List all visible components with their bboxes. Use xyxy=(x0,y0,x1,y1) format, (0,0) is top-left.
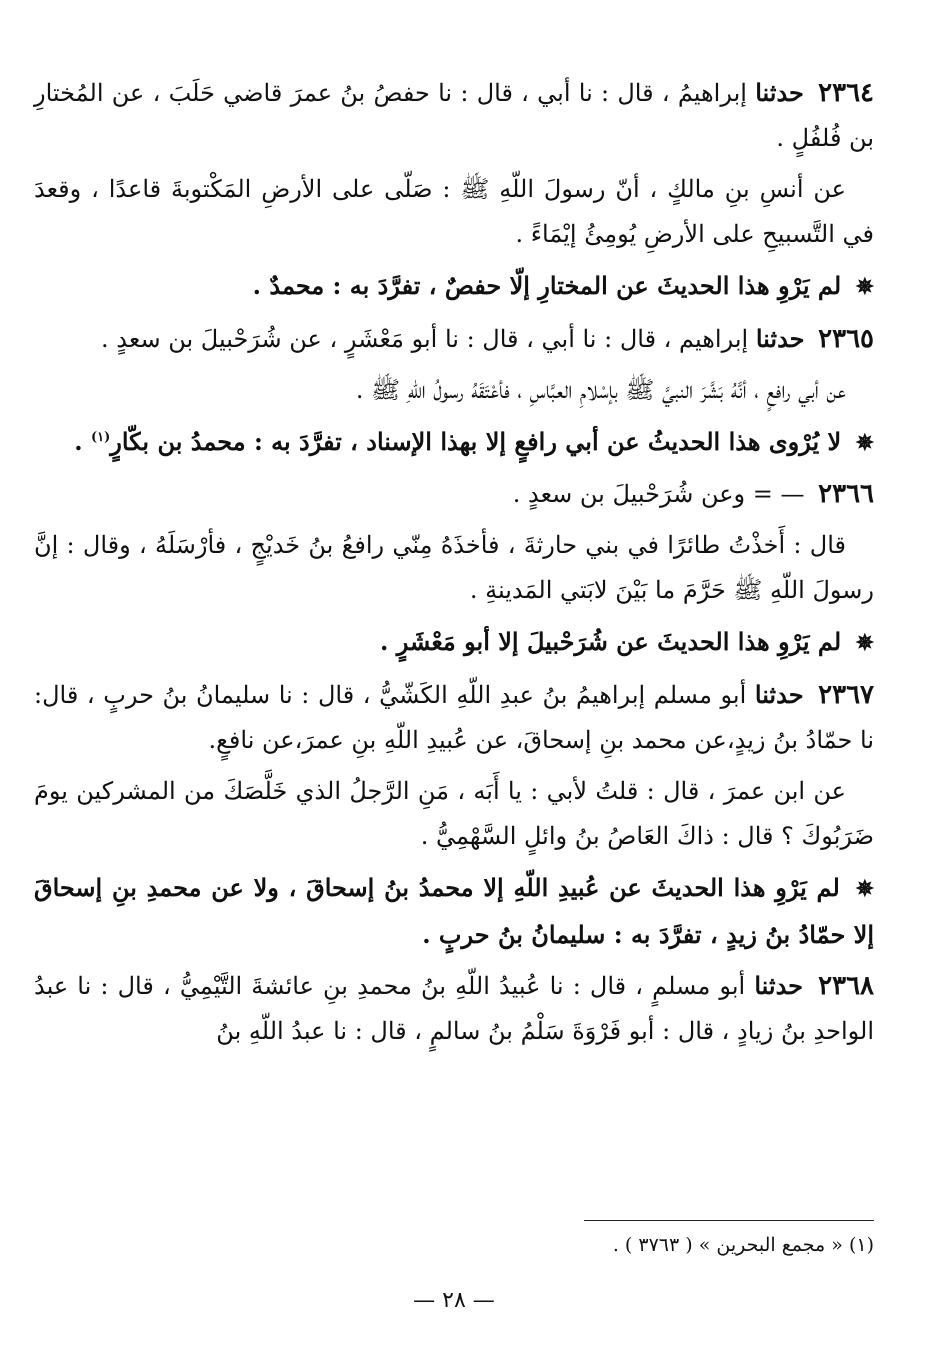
hadith-heading: حدثنا xyxy=(754,971,803,1000)
page-number: — ٢٨ — xyxy=(413,1288,495,1313)
isnad-text: أبو مسلم إبراهيمُ بنُ عبدِ اللّهِ الكَشّيُّ ، قال : نا سليمانُ بنُ حربٍ ، قال: نا حمّادُ بنُ زيدٍ،عن محمد بنِ إسحاقَ، عن عُبيدِ اللّهِ بنِ عمرَ،عن نافعٍ. xyxy=(34,681,874,754)
hadith-number: ٢٣٦٨ xyxy=(818,971,874,1001)
hadith-isnad xyxy=(34,70,874,161)
hadith-note xyxy=(34,263,874,310)
note-text: لم يَرْوِ هذا الحديثَ عن شُرَحْبيلَ إلا أبو مَعْشَرٍ . xyxy=(379,627,842,656)
star-icon: ✵ xyxy=(855,274,874,300)
hadith-isnad xyxy=(34,316,874,362)
star-icon: ✵ xyxy=(855,630,874,656)
hadith-note xyxy=(34,619,874,666)
isnad-text: إبراهيمُ ، قال : نا أبي ، قال : نا حفصُ بنُ عمرَ قاضي حَلَبَ ، عن المُختارِ بن فُلفُلٍ . xyxy=(34,79,874,152)
note-text: لم يَرْوِ هذا الحديثَ عن عُبيدِ اللّهِ إلا محمدُ بنُ إسحاقَ ، ولا عن محمدِ بنِ إسحاقَ إلا حمّادُ بنُ زيدٍ ، تفرَّدَ به : سليمانُ بنُ حربٍ . xyxy=(34,873,874,949)
hadith-matn: عن أبي رافعٍ ، أنَّهُ بَشَّرَ النبيَّ ﷺ بإسْلامِ العبَّاسِ ، فأعْتَقَهُ رسولُ اللهِ ﷺ . xyxy=(355,376,846,404)
hadith-number: ٢٣٦٥ xyxy=(818,324,874,354)
hadith-number: ٢٣٦٤ xyxy=(818,78,875,108)
footnote-ref: (١) xyxy=(90,430,111,445)
star-icon: ✵ xyxy=(855,876,875,902)
footnote-divider xyxy=(584,1220,874,1221)
hadith-matn: عن ابن عمرَ ، قال : قلتُ لأبي : يا أَبَه ، مَنِ الرَّجلُ الذي خَلَّصَكَ من المشركين يومَ ضَرَبُوكَ ؟ قال : ذاكَ العَاصُ بنُ وائلٍ السَّهْمِيُّ . xyxy=(34,777,874,850)
hadith-isnad xyxy=(34,672,874,763)
isnad-text: إبراهيم ، قال : نا أبي ، قال : نا أبو مَعْشَرٍ ، عن شُرَحْبيلَ بن سعدٍ . xyxy=(101,325,749,353)
hadith-matn: قال : أَخذْتُ طائرًا في بني حارثةَ ، فأخذَهُ مِنّي رافعُ بنُ خَديْجٍ ، فأرْسَلَهُ ، وقال : إنَّ رسولَ اللّهِ ﷺ حَرَّمَ ما بَيْنَ لابَتي المَدينةِ . xyxy=(34,531,874,604)
footnote: (١) « مجمع البحرين » ( ٣٧٦٣ ) . xyxy=(612,1234,874,1256)
isnad-text: أبو مسلمٍ ، قال : نا عُبيدُ اللّهِ بنُ محمدِ بنِ عائشةَ التَّيْمِيُّ ، قال : نا عبدُ الواحدِ بنُ زيادٍ ، قال : أبو فَرْوَةَ سَلْمُ بنُ سالمٍ ، قال : نا عبدُ اللّهِ بنُ xyxy=(34,972,874,1045)
note-text: لم يَرْوِ هذا الحديثَ عن المختارِ إلّا حفصٌ ، تفرَّدَ به : محمدٌ . xyxy=(252,271,842,300)
hadith-number: ٢٣٦٦ xyxy=(818,479,874,509)
hadith-matn: عن أنسِ بنِ مالكٍ ، أنّ رسولَ اللّهِ ﷺ : صَلّى على الأرضِ المَكْتوبةَ قاعدًا ، وقعدَ في التَّسبيحِ على الأرضِ يُومِئُ إيْمَاءً . xyxy=(34,175,874,248)
hadith-heading: حدثنا xyxy=(755,78,804,107)
star-icon: ✵ xyxy=(855,430,874,456)
note-text: لا يُرْوى هذا الحديثُ عن أبي رافعٍ إلا بهذا الإسناد ، تفرَّدَ به : محمدُ بن بكّارٍ xyxy=(110,427,842,456)
document-page xyxy=(34,70,874,1340)
hadith-heading: حدثنا xyxy=(755,324,805,353)
hadith-isnad xyxy=(34,472,874,517)
hadith-isnad xyxy=(34,963,874,1054)
hadith-note xyxy=(34,865,874,957)
hadith-note: ✵ لا يُرْوى هذا الحديثُ عن أبي رافعٍ إلا بهذا الإسناد ، تفرَّدَ به : محمدُ بن بكّارٍ$^{(١)}$ . xyxy=(34,419,874,466)
hadith-heading: حدثنا xyxy=(754,680,804,709)
isnad-text: — = وعن شُرَحْبيلَ بن سعدٍ . xyxy=(512,480,805,508)
hadith-number: ٢٣٦٧ xyxy=(818,680,874,710)
